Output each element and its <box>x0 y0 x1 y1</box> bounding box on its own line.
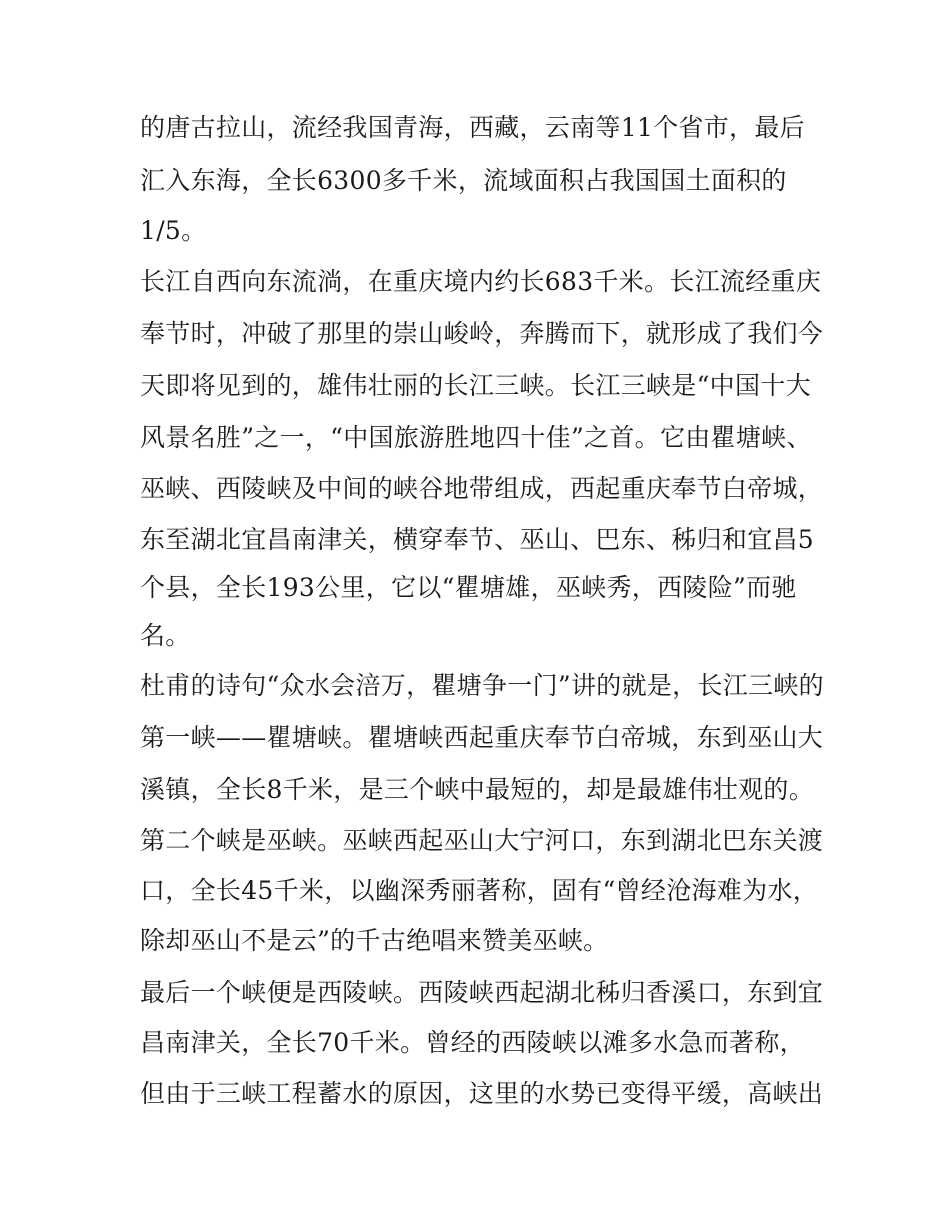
text-line: 东至湖北宜昌南津关，横穿奉节、巫山、巴东、秭归和宜昌5 <box>140 525 815 554</box>
text-line: 口，全长45千米，以幽深秀丽著称，固有“曾经沧海难为水， <box>140 876 818 905</box>
text-line: 除却巫山不是云”的千古绝唱来赞美巫峡。 <box>140 926 609 955</box>
text-line: 长江自西向东流淌，在重庆境内约长683千米。长江流经重庆 <box>140 267 822 296</box>
text-line: 第一峡——瞿塘峡。瞿塘峡西起重庆奉节白帝城，东到巫山大 <box>140 723 824 752</box>
text-line: 名。 <box>140 621 191 650</box>
text-line: 1/5。 <box>140 216 207 245</box>
text-line: 汇入东海，全长6300多千米，流域面积占我国国土面积的 <box>140 166 787 195</box>
text-line: 第二个峡是巫峡。巫峡西起巫山大宁河口，东到湖北巴东关渡 <box>140 826 824 855</box>
text-line: 天即将见到的，雄伟壮丽的长江三峡。长江三峡是“中国十大 <box>140 371 811 400</box>
text-line: 最后一个峡便是西陵峡。西陵峡西起湖北秭归香溪口，东到宜 <box>140 978 824 1007</box>
text-line: 溪镇，全长8千米，是三个峡中最短的，却是最雄伟壮观的。 <box>140 775 815 804</box>
text-line: 巫峡、西陵峡及中间的峡谷地带组成，西起重庆奉节白帝城， <box>140 474 824 503</box>
text-line: 奉节时，冲破了那里的崇山峻岭，奔腾而下，就形成了我们今 <box>140 319 824 348</box>
text-line: 的唐古拉山，流经我国青海，西藏，云南等11个省市，最后 <box>140 113 805 142</box>
text-line: 风景名胜”之一，“中国旅游胜地四十佳”之首。它由瞿塘峡、 <box>140 423 812 452</box>
text-line: 个县，全长193公里，它以“瞿塘雄，巫峡秀，西陵险”而驰 <box>140 573 797 602</box>
text-line: 杜甫的诗句“众水会涪万，瞿塘争一门”讲的就是，长江三峡的 <box>140 671 824 700</box>
text-line: 昌南津关，全长70千米。曾经的西陵峡以滩多水急而著称， <box>140 1028 805 1057</box>
text-line: 但由于三峡工程蓄水的原因，这里的水势已变得平缓，高峡出 <box>140 1079 824 1108</box>
